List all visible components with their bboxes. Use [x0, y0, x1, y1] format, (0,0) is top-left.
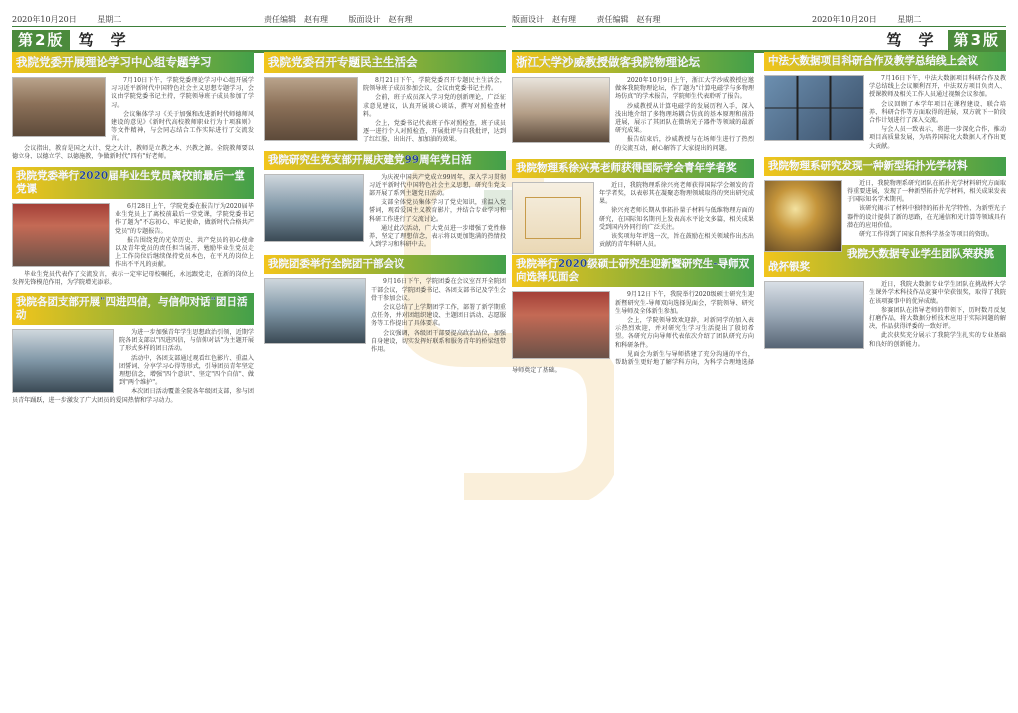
paragraph: 支部全体党员集体学习了党史知识，重温入党誓词，观看爱国主义教育影片，并结合专业学习和科研工作进行了交流讨论。 [369, 199, 506, 223]
top-rule [512, 26, 1006, 27]
paragraph: 9月12日下午，我院举行2020级硕士研究生迎新暨研究生-导师双向选择见面会，学院领导、研究生导师及全体新生参加。 [615, 291, 754, 315]
column-left-1 [12, 52, 254, 703]
paragraph: 本次团日活动覆盖全院各年级团支部，参与团员青年踊跃，进一步激发了广大团员的爱国热情和学习动力。 [12, 388, 254, 404]
meeting-photo [264, 77, 358, 141]
page-3 [512, 0, 1006, 713]
editor-credit: 责任编辑 赵有理 [596, 15, 661, 24]
article [264, 52, 506, 145]
section-name: 笃 学 [70, 30, 139, 50]
article-headline: 我院举行2020级硕士研究生迎新暨研究生-导师双向选择见面会 [512, 255, 754, 287]
welcome-meeting-photo [512, 291, 610, 359]
page-title [878, 30, 1006, 50]
paragraph: 会议强调，各级团干部要提高政治站位，加强自身建设，切实发挥好联系和服务青年的桥梁纽带作用。 [371, 329, 506, 354]
masthead-right [512, 6, 1006, 48]
video-conference-screenshot [764, 75, 864, 141]
masthead-left [12, 6, 506, 48]
article [12, 52, 254, 161]
article-headline: 我院团委举行全院团干部会议 [264, 255, 506, 274]
article [512, 255, 754, 375]
paragraph: 会上，党委书记代表班子作对照检查，班子成员逐一进行个人对照检查，开展批评与自我批评，达到了红红脸、出出汗、加加油的效果。 [363, 120, 506, 144]
top-rule [12, 26, 506, 27]
paragraph: 会上，学院领导致欢迎辞，对新同学的加入表示热烈欢迎，并对研究生学习生活提出了殷切希望。各研究方向导师代表依次介绍了团队研究方向和科研条件。 [615, 317, 754, 349]
column-right-1 [512, 52, 754, 703]
team-photo [764, 281, 864, 349]
meta-row-editor [512, 14, 679, 25]
paragraph: 为庆祝中国共产党成立99周年，深入学习贯彻习近平新时代中国特色社会主义思想，研究生党支部开展了系列主题党日活动。 [369, 173, 506, 198]
meeting-photo [12, 77, 106, 137]
group-photo [264, 278, 366, 344]
section-name: 笃 学 [878, 30, 947, 50]
column-left-2 [264, 52, 506, 703]
article-headline: 浙江大学沙威教授做客我院物理论坛 [512, 52, 754, 73]
microscopy-image [764, 180, 842, 252]
paragraph: 9月16日下午，学院团委在会议室召开全院团干部会议，学院团委书记、各团支部书记及学生会骨干参加会议。 [371, 278, 506, 302]
article [764, 157, 1006, 239]
paragraph: 沙威教授从计算电磁学的发展历程入手，深入浅出地介绍了多物理场耦合仿真的基本原理和前沿进展，展示了其团队在微纳光子器件等领域的最新研究成果。 [615, 102, 754, 135]
lecture-hall-photo [12, 203, 110, 267]
article [264, 151, 506, 250]
paragraph: 会议总结了上学期团学工作，部署了新学期重点任务，并对团组织建设、主题团日活动、志愿服务等工作提出了具体要求。 [371, 304, 506, 328]
article-headline: 我院研究生党支部开展庆建党99周年党日活 [264, 151, 506, 170]
article [512, 159, 754, 250]
paragraph: 7月16日下午，中法大数据项目科研合作及教学总结线上会议顺利召开，中法双方项目负责人、授课教师及相关工作人员通过视频会议参加。 [869, 75, 1006, 99]
paragraph: 研究工作得到了国家自然科学基金等项目的资助。 [859, 231, 994, 239]
issue-date: 2020年10月20日 [12, 15, 77, 24]
paragraph: 6月28日上午，学院党委在报告厅为2020届毕业生党员上了离校前最后一堂党课，学院党委书记作了题为"不忘初心、牢记使命，做新时代合格共产党员"的专题报告。 [115, 203, 254, 235]
paragraph: 近日，我院物理系徐兴亮老师获得国际学会颁发的青年学者奖，以表彰其在凝聚态物理领域取得的突出研究成果。 [599, 181, 754, 206]
article-headline: 我院大数据专业学生团队荣获挑战杯银奖 [764, 245, 1006, 277]
designer-credit: 版面设计 赵有理 [512, 15, 576, 24]
meta-row-editor [264, 14, 431, 25]
paragraph: 该奖项每年评选一次，旨在鼓励在相关领域作出杰出贡献的青年科研人员。 [599, 233, 754, 249]
article [12, 293, 254, 405]
paragraph: 见面会为新生与导师搭建了充分沟通的平台，帮助新生更好地了解学科方向，为科学合理地选择导师奠定了基础。 [512, 350, 754, 375]
article [764, 245, 1006, 349]
article [264, 255, 506, 354]
paragraph: 近日，我院大数据专业学生团队在挑战杯大学生课外学术科技作品竞赛中荣获银奖，取得了我院在该项赛事中的优异成绩。 [869, 281, 1006, 305]
paragraph: 8月21日下午，学院党委召开专题民主生活会，院领导班子成员参加会议，会议由党委书记主持。 [363, 77, 506, 93]
paragraph: 此次获奖充分展示了我院学生扎实的专业基础和良好的创新能力。 [869, 332, 1006, 348]
paragraph: 活动中，各团支部通过观看红色影片、重温入团誓词、分享学习心得等形式，引导团员青年坚定理想信念，增强"四个意识"、坚定"四个自信"、做到"两个维护"。 [119, 354, 254, 387]
issue-weekday: 星期二 [897, 15, 922, 24]
article-headline: 我院党委召开专题民主生活会 [264, 52, 506, 73]
paragraph: 近日，我院物理系研究团队在拓扑光学材料研究方面取得重要进展，发现了一种新型拓扑光学材料，相关成果发表于国际知名学术期刊。 [847, 179, 1006, 204]
article-headline: 我院各团支部开展"四进四信，与信仰对话"团日活动 [12, 293, 254, 325]
page-2 [12, 0, 506, 713]
column-right-2 [764, 52, 1006, 703]
lecture-photo [512, 77, 610, 143]
article [764, 52, 1006, 151]
paragraph: 会议集体学习《关于加强和改进新时代师德师风建设的意见》《新时代高校教师职业行为十项准则》等文件精神，与会同志结合工作实际进行了交流发言。 [111, 110, 254, 143]
page-number: 第2版 [12, 30, 70, 50]
paragraph: 该研究揭示了材料中独特的拓扑光学特性，为新型光子器件的设计提供了新的思路，在光通信和光计算等领域具有潜在的应用价值。 [847, 205, 1006, 229]
paragraph: 参赛团队在指导老师的带领下，历时数月反复打磨作品，将大数据分析技术应用于实际问题的解决，作品获得评委的一致好评。 [869, 306, 1006, 331]
party-day-photo [264, 174, 364, 242]
article-headline: 我院物理系徐兴亮老师获得国际学会青年学者奖 [512, 159, 754, 178]
article-headline: 中法大数据项目科研合作及教学总结线上会议 [764, 52, 1006, 71]
editor-credit: 责任编辑 赵有理 [264, 15, 328, 24]
meta-row [812, 14, 939, 25]
article [12, 167, 254, 287]
paragraph: 为进一步加强青年学生思想政治引领，近期学院各团支部以"四进四信，与信仰对话"为主题开展了形式多样的团日活动。 [119, 329, 254, 353]
article-headline: 我院党委举行2020届毕业生党员离校前最后一堂党课 [12, 167, 254, 199]
paragraph: 徐兴亮老师长期从事拓扑量子材料与低维物理方面的研究，在国际知名期刊上发表高水平论文多篇，相关成果受到国内外同行的广泛关注。 [599, 207, 754, 231]
paragraph: 报告结束后，沙威教授与在场师生进行了热烈的交流互动，耐心解答了大家提出的问题。 [615, 136, 754, 152]
paragraph: 报告围绕党的光荣历史、共产党员的初心使命以及青年党员的责任担当展开，勉励毕业生党员走上工作岗位后继续保持党员本色，在平凡的岗位上作出不平凡的贡献。 [115, 236, 254, 269]
article [512, 52, 754, 153]
paragraph: 与会人员一致表示，将进一步深化合作，推动项目高质量发展，为培养国际化大数据人才作出更大贡献。 [869, 126, 1006, 150]
paragraph: 通过此次活动，广大党员进一步增强了党性修养，坚定了理想信念，表示将以更加饱满的热情投入到学习和科研中去。 [369, 224, 506, 249]
paragraph: 会议回顾了本学年项目在课程建设、联合培养、科研合作等方面取得的进展，双方就下一阶段合作计划进行了深入交流。 [869, 100, 1006, 125]
paragraph: 毕业生党员代表作了交流发言，表示一定牢记母校嘱托，永远跟党走，在新的岗位上发挥先锋模范作用，为学院增光添彩。 [12, 270, 254, 286]
article-headline: 我院党委开展理论学习中心组专题学习 [12, 52, 254, 73]
paragraph: 会议指出，教育是国之大计、党之大计，教师是立教之本、兴教之源。全院教师要以德立身、以德立学、以德施教，争做新时代"四有"好老师。 [12, 144, 254, 160]
paragraph: 2020年10月9日上午，浙江大学沙威教授应邀做客我院物理论坛，作了题为"计算电磁学与多物理场仿真"的学术报告，学院师生代表聆听了报告。 [615, 77, 754, 101]
paragraph: 会前，班子成员深入学习党的创新理论，广泛征求意见建议，认真开展谈心谈话，撰写对照检查材料。 [363, 94, 506, 118]
page-number: 第3版 [948, 30, 1006, 50]
paragraph: 7月10日下午，学院党委理论学习中心组开展学习习近平新时代中国特色社会主义思想专题学习，会议由学院党委书记主持，学院领导班子成员参加了学习。 [111, 77, 254, 109]
meta-row [12, 14, 139, 25]
award-certificate-image [512, 182, 594, 254]
issue-weekday: 星期二 [97, 15, 122, 24]
issue-date: 2020年10月20日 [812, 15, 877, 24]
article-headline: 我院物理系研究发现一种新型拓扑光学材料 [764, 157, 1006, 176]
page-title [12, 30, 140, 50]
activity-photo [12, 329, 114, 393]
designer-credit: 版面设计 赵有理 [348, 15, 413, 24]
